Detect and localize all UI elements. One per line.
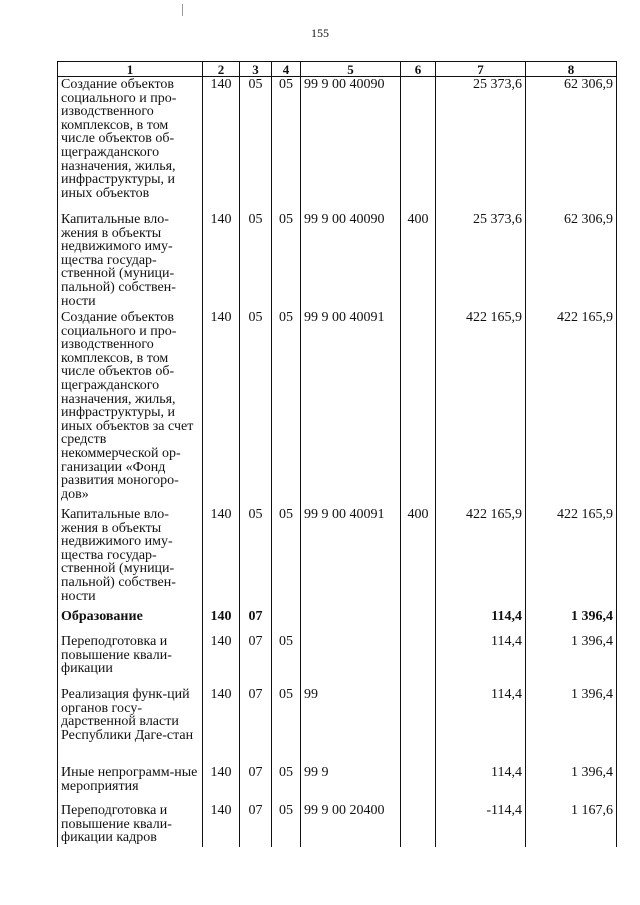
row-c7: 422 165,9 <box>436 310 526 507</box>
row-c5: 99 9 00 40090 <box>301 77 401 213</box>
row-c8: 62 306,9 <box>526 212 617 310</box>
row-c4: 05 <box>272 507 301 609</box>
table-row <box>58 634 617 687</box>
row-c6: 400 <box>401 212 436 310</box>
header-row <box>58 62 617 77</box>
col-header-1: 1 <box>58 62 203 77</box>
row-c5: 99 <box>301 687 401 765</box>
row-c7: 114,4 <box>436 687 526 765</box>
row-c7: 114,4 <box>436 609 526 634</box>
row-c4: 05 <box>272 77 301 213</box>
col-header-2: 2 <box>203 62 240 77</box>
col-header-4: 4 <box>272 62 301 77</box>
row-c5: 99 9 00 40091 <box>301 310 401 507</box>
row-c7: 114,4 <box>436 765 526 803</box>
row-c3: 05 <box>240 507 272 609</box>
row-c7: 422 165,9 <box>436 507 526 609</box>
row-c7: -114,4 <box>436 803 526 847</box>
row-name: Переподготовка и повышение квали-фикации кадров <box>58 803 203 847</box>
row-name: Создание объектов социального и про-изводственного комплексов, в том числе объектов об-щегражданского назначения, жилья, инфраструктуры, и иных объектов <box>58 77 203 213</box>
row-c8: 422 165,9 <box>526 507 617 609</box>
row-name: Образование <box>58 609 203 634</box>
row-c6 <box>401 687 436 765</box>
row-c2: 140 <box>203 507 240 609</box>
row-c6 <box>401 634 436 687</box>
row-c8: 422 165,9 <box>526 310 617 507</box>
row-name: Капитальные вло-жения в объекты недвижимого иму-щества государ-ственной (муници-пальной) собствен-ности <box>58 212 203 310</box>
row-name: Переподготовка и повышение квали-фикации <box>58 634 203 687</box>
col-header-5: 5 <box>301 62 401 77</box>
row-c6 <box>401 803 436 847</box>
row-c7: 25 373,6 <box>436 77 526 213</box>
row-c4: 05 <box>272 310 301 507</box>
page-number: 155 <box>311 26 329 40</box>
scan-mark <box>182 4 183 16</box>
row-c4: 05 <box>272 687 301 765</box>
row-c8: 1 396,4 <box>526 634 617 687</box>
row-c2: 140 <box>203 803 240 847</box>
row-name: Иные непрограмм-ные мероприятия <box>58 765 203 803</box>
row-c6 <box>401 609 436 634</box>
row-c6: 400 <box>401 507 436 609</box>
table-row <box>58 77 617 213</box>
row-c3: 07 <box>240 803 272 847</box>
row-c6 <box>401 77 436 213</box>
col-header-8: 8 <box>526 62 617 77</box>
row-c8: 1 396,4 <box>526 609 617 634</box>
row-c2: 140 <box>203 77 240 213</box>
row-c2: 140 <box>203 609 240 634</box>
table-row <box>58 803 617 847</box>
col-header-3: 3 <box>240 62 272 77</box>
row-c8: 1 396,4 <box>526 687 617 765</box>
row-c2: 140 <box>203 687 240 765</box>
row-c4: 05 <box>272 634 301 687</box>
row-c8: 62 306,9 <box>526 77 617 213</box>
row-c2: 140 <box>203 212 240 310</box>
row-c2: 140 <box>203 634 240 687</box>
row-c6 <box>401 765 436 803</box>
row-c5 <box>301 609 401 634</box>
col-header-7: 7 <box>436 62 526 77</box>
row-c5: 99 9 <box>301 765 401 803</box>
row-c4: 05 <box>272 765 301 803</box>
col-header-6: 6 <box>401 62 436 77</box>
row-name: Создание объектов социального и про-изводственного комплексов, в том числе объектов об-щегражданского назначения, жилья, инфраструктуры, и иных объектов за счет средств некоммерческой ор-ганизации «Фонд развития моногоро-дов» <box>58 310 203 507</box>
row-c3: 05 <box>240 212 272 310</box>
row-name: Реализация функ-ций органов госу-дарственной власти Республики Даге-стан <box>58 687 203 765</box>
row-c3: 07 <box>240 687 272 765</box>
row-c5 <box>301 634 401 687</box>
row-c6 <box>401 310 436 507</box>
table-row <box>58 212 617 310</box>
row-c5: 99 9 00 40090 <box>301 212 401 310</box>
table-row <box>58 507 617 609</box>
row-c7: 25 373,6 <box>436 212 526 310</box>
row-c7: 114,4 <box>436 634 526 687</box>
row-c5: 99 9 00 40091 <box>301 507 401 609</box>
row-c3: 07 <box>240 634 272 687</box>
row-c3: 07 <box>240 765 272 803</box>
row-c4: 05 <box>272 803 301 847</box>
row-c2: 140 <box>203 765 240 803</box>
row-c8: 1 396,4 <box>526 765 617 803</box>
row-c2: 140 <box>203 310 240 507</box>
table-row <box>58 609 617 634</box>
row-c5: 99 9 00 20400 <box>301 803 401 847</box>
row-name: Капитальные вло-жения в объекты недвижимого иму-щества государ-ственной (муници-пальной) собствен-ности <box>58 507 203 609</box>
row-c3: 05 <box>240 77 272 213</box>
row-c4 <box>272 609 301 634</box>
row-c3: 05 <box>240 310 272 507</box>
budget-table <box>57 61 617 847</box>
row-c4: 05 <box>272 212 301 310</box>
table-row <box>58 687 617 765</box>
table-row <box>58 765 617 803</box>
row-c8: 1 167,6 <box>526 803 617 847</box>
row-c3: 07 <box>240 609 272 634</box>
table-row <box>58 310 617 507</box>
